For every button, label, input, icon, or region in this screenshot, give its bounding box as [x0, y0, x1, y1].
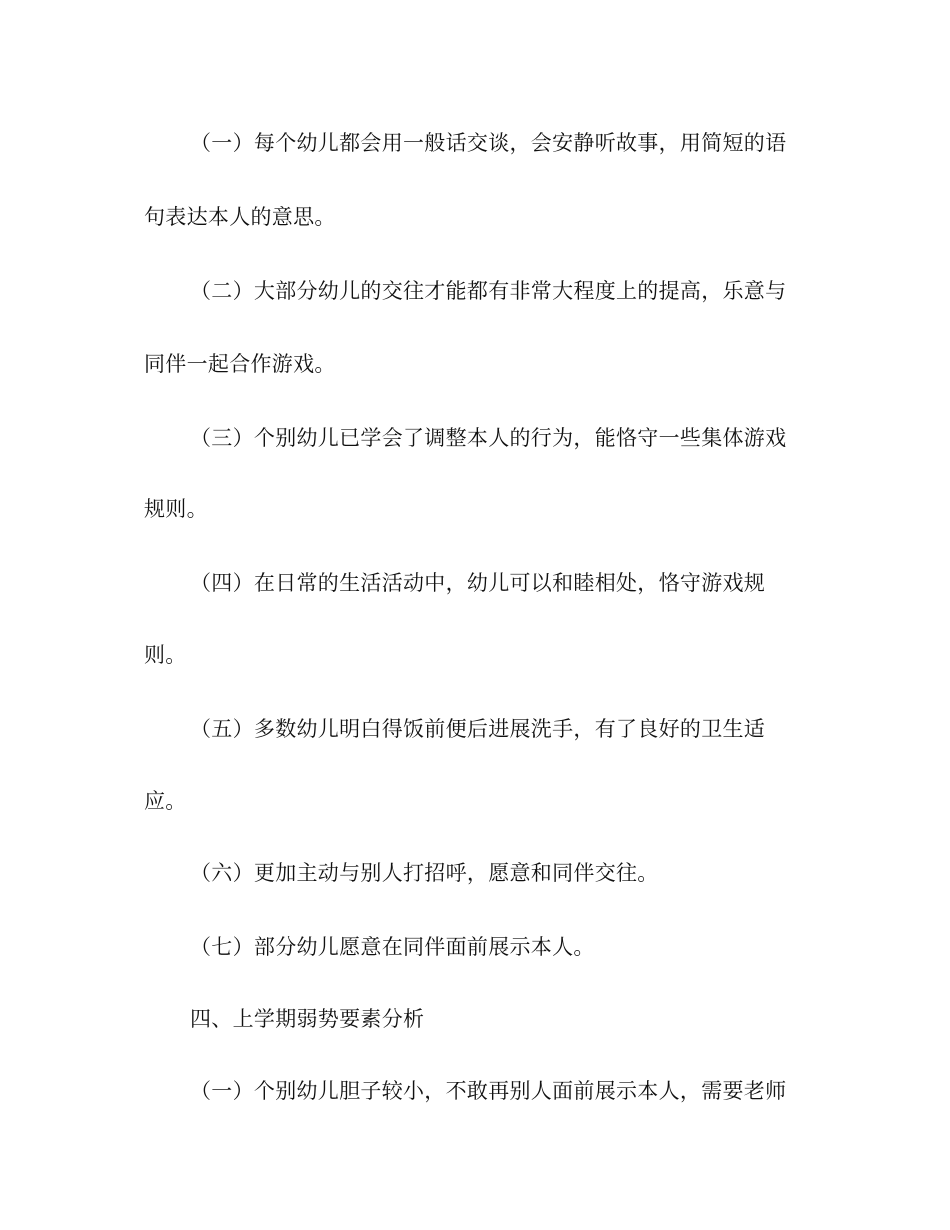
- paragraph-line: （五）多数幼儿明白得饭前便后进展洗手，有了良好的卫生适: [190, 717, 766, 741]
- paragraph-line: （四）在日常的生活活动中，幼儿可以和睦相处，恪守游戏规: [190, 571, 766, 595]
- paragraph-line: （七）部分幼儿愿意在同伴面前展示本人。: [190, 935, 595, 959]
- paragraph-line: 规则。: [144, 497, 208, 521]
- paragraph-line: 则。: [144, 643, 187, 667]
- paragraph-line: （一）个别幼儿胆子较小，不敢再别人面前展示本人，需要老师: [190, 1079, 787, 1103]
- paragraph-line: 句表达本人的意思。: [144, 205, 336, 229]
- paragraph-line: 同伴一起合作游戏。: [144, 352, 336, 376]
- section-heading: 四、上学期弱势要素分析: [190, 1007, 425, 1031]
- paragraph-line: （一）每个幼儿都会用一般话交谈，会安静听故事，用简短的语: [190, 131, 787, 155]
- paragraph-line: （六）更加主动与别人打招呼，愿意和同伴交往。: [190, 861, 659, 885]
- paragraph-line: （三）个别幼儿已学会了调整本人的行为，能恪守一些集体游戏: [190, 426, 787, 450]
- paragraph-line: （二）大部分幼儿的交往才能都有非常大程度上的提高，乐意与: [190, 279, 787, 303]
- paragraph-line: 应。: [144, 789, 187, 813]
